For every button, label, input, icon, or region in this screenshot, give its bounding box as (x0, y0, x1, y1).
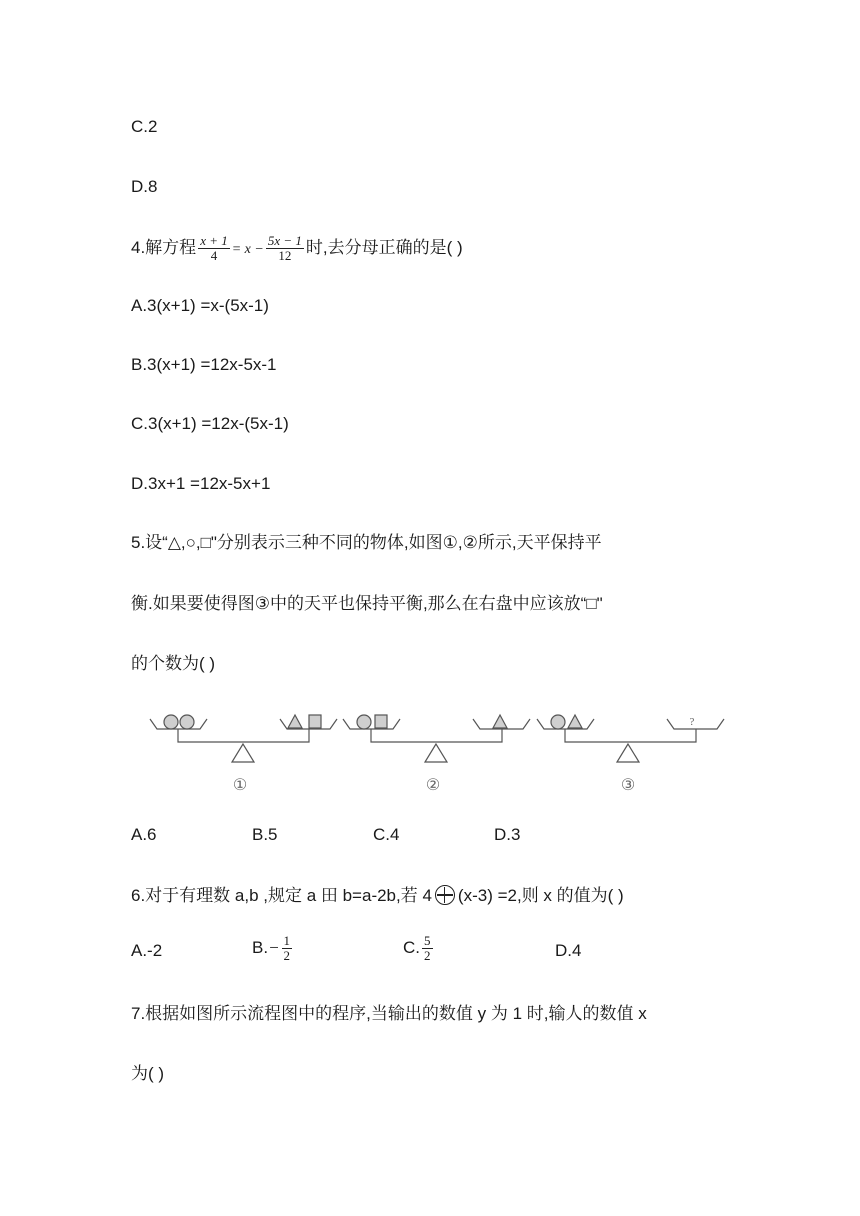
scale-2-beam (371, 729, 502, 742)
q7-stem-line-1: 7.根据如图所示流程图中的程序,当输出的数值 y 为 1 时,输人的数值 x (131, 1004, 647, 1023)
q6-option-c-numerator: 5 (424, 933, 431, 948)
scale-3-right-pan (667, 719, 724, 729)
q6-option-b (252, 934, 294, 963)
scale-3-left-pan (537, 719, 594, 729)
scale-1-beam (178, 729, 309, 742)
q6-prefix: 6.对于有理数 a,b ,规定 a 田 b=a-2b,若 4 (131, 886, 432, 905)
q6-option-b-denominator: 2 (283, 948, 291, 963)
scale-1-fulcrum (232, 744, 254, 762)
scale-2-circle (357, 715, 371, 729)
scale-3 (537, 715, 724, 762)
figure-label-3: ③ (620, 777, 636, 794)
balance-scales-figure (145, 710, 725, 798)
scale-3-beam (565, 729, 696, 742)
figure-label-1: ① (232, 777, 248, 794)
scale-3-circle (551, 715, 565, 729)
q5-stem-line-2: 衡.如果要使得图③中的天平也保持平衡,那么在右盘中应该放“□" (131, 594, 603, 613)
q3-option-c: C.2 (131, 117, 158, 136)
q5-option-a: A.6 (131, 825, 157, 844)
scale-1-circle-2 (180, 715, 194, 729)
scale-2 (343, 715, 530, 762)
q4-fraction-2 (266, 234, 304, 263)
q5-option-d: D.3 (494, 825, 521, 844)
scale-3-fulcrum (617, 744, 639, 762)
q6-stem (131, 885, 624, 906)
q6-option-c-fraction (422, 934, 433, 963)
q5-stem-line-1: 5.设“△,○,□"分别表示三种不同的物体,如图①,②所示,天平保持平 (131, 533, 602, 552)
q4-option-d: D.3x+1 =12x-5x+1 (131, 474, 271, 493)
q5-stem-line-3: 的个数为( ) (131, 654, 216, 673)
q6-suffix: (x-3) =2,则 x 的值为( ) (457, 886, 624, 905)
q4-stem (131, 234, 463, 263)
q6-option-c-prefix: C. (403, 937, 420, 957)
q7-stem-line-2: 为( ) (131, 1064, 165, 1083)
scale-2-triangle (493, 715, 507, 728)
scale-1-triangle (288, 715, 302, 728)
q3-option-d: D.8 (131, 177, 158, 196)
q4-prefix: 4.解方程 (131, 237, 197, 257)
q4-frac2-numerator: 5x − 1 (267, 233, 302, 248)
q5-option-b: B.5 (252, 825, 278, 844)
scale-3-triangle (568, 715, 582, 728)
q4-option-c: C.3(x+1) =12x-(5x-1) (131, 414, 289, 433)
q4-middle: = x − (231, 241, 264, 257)
q6-option-b-fraction (282, 934, 293, 963)
q4-suffix: 时,去分母正确的是( ) (305, 237, 463, 257)
q4-fraction-1 (198, 234, 230, 263)
q6-option-b-prefix: B. (252, 937, 269, 957)
scale-1 (150, 715, 337, 762)
scale-1-circle-1 (164, 715, 178, 729)
q6-option-c-denominator: 2 (424, 948, 431, 963)
q5-option-c: C.4 (373, 825, 400, 844)
scale-2-square (375, 715, 387, 728)
q4-frac2-denominator: 12 (278, 248, 292, 263)
q4-frac1-numerator: x + 1 (200, 233, 228, 248)
q4-frac1-denominator: 4 (210, 248, 218, 263)
q6-option-b-numerator: 1 (283, 933, 291, 948)
scale-1-left-pan (150, 719, 207, 729)
q4-option-b: B.3(x+1) =12x-5x-1 (131, 355, 277, 374)
q4-option-a: A.3(x+1) =x-(5x-1) (131, 296, 269, 315)
q6-option-d: D.4 (555, 941, 582, 960)
scale-1-square (309, 715, 321, 728)
q6-option-a: A.-2 (131, 941, 163, 960)
scale-2-fulcrum (425, 744, 447, 762)
scale-2-left-pan (343, 719, 400, 729)
q6-option-c (403, 934, 435, 963)
q6-option-b-sign: − (268, 937, 280, 957)
scale-3-question-mark: ? (689, 716, 695, 728)
circled-plus-icon (435, 885, 455, 905)
figure-label-2: ② (425, 777, 441, 794)
